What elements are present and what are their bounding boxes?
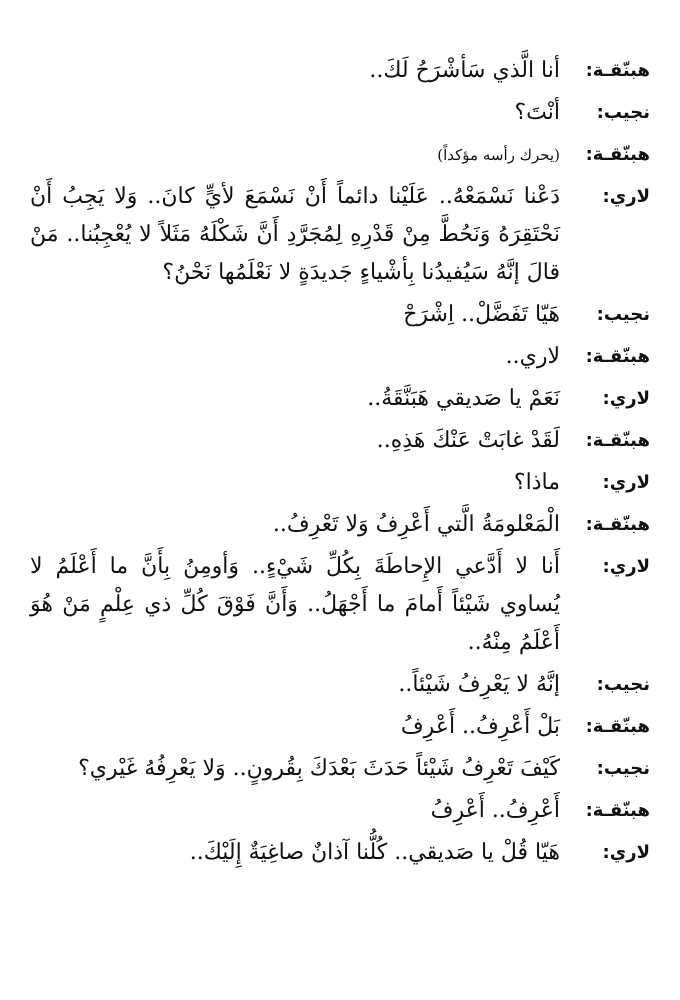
speaker-name: هبنّقـة: (585, 514, 650, 535)
dialogue-line (30, 52, 650, 90)
dialogue-line (30, 94, 650, 132)
speaker-name: هبنّقـة: (585, 144, 650, 165)
speaker-name: هبنّقـة: (585, 60, 650, 81)
dialogue-line (30, 178, 650, 292)
dialogue-line (30, 506, 650, 544)
dialogue-line (30, 380, 650, 418)
dialogue-text: أَنا لا أَدَّعي الإِحاطَةَ بِكُلِّ شَيْءٍ.. وَأومِنُ بِأَنَّ ما أَعْلَمُ لا يُساوي شَيْئاً أَمامَ ما أَجْهَلُ.. وَأَنَّ فَوْقَ كُلِّ ذي عِلْمٍ مَنْ هُوَ أَعْلَمُ مِنْهُ.. (30, 554, 560, 655)
dialogue-text: لاري.. (505, 344, 560, 369)
stage-direction: (يحرك رأسه مؤكداً) (437, 146, 560, 164)
dialogue-text: دَعْنا نَسْمَعْهُ.. عَلَيْنا دائماً أَنْ نَسْمَعَ لأيٍّ كانَ.. وَلا يَجِبُ أَنْ نَحْتَقِرَهُ وَنَحُطَّ مِنْ قَدْرِهِ لِمُجَرَّدِ أَنَّ شَكْلَهُ مَثَلاً لا يُعْجِبُنا.. مَنْ قالَ إنَّهُ سَيُفيدُنا بِأشْياءٍ جَديدَةٍ لا نَعْلَمُها نَحْنُ؟ (30, 184, 560, 285)
dialogue-line (30, 750, 650, 788)
dialogue-text: بَلْ أَعْرِفُ.. أَعْرِفُ (400, 714, 560, 739)
dialogue-text: إنَّهُ لا يَعْرِفُ شَيْئاً.. (398, 672, 560, 697)
speaker-name: هبنّقـة: (585, 430, 650, 451)
speaker-name: لاري: (602, 842, 650, 863)
dialogue-text: نَعَمْ يا صَديقي هَبَنَّقَةُ.. (367, 386, 560, 411)
dialogue-line (30, 464, 650, 502)
speaker-name: نجيب: (596, 674, 650, 695)
dialogue-text: الْمَعْلومَةُ الَّتي أَعْرِفُ وَلا تَعْرِفُ.. (272, 512, 560, 537)
dialogue-text: أنا الَّذي سَأشْرَحُ لَكَ.. (369, 58, 560, 83)
dialogue-line (30, 338, 650, 376)
dialogue-text: لَقَدْ غابَتْ عَنْكَ هَذِهِ.. (376, 428, 560, 453)
speaker-name: هبنّقـة: (585, 800, 650, 821)
speaker-name: نجيب: (596, 758, 650, 779)
speaker-name: نجيب: (596, 102, 650, 123)
dialogue-text: ماذا؟ (513, 470, 560, 495)
speaker-name: لاري: (602, 186, 650, 207)
dialogue-text: أنْتَ؟ (514, 100, 560, 125)
speaker-name: نجيب: (596, 304, 650, 325)
dialogue-text: أَعْرِفُ.. أَعْرِفُ (430, 798, 560, 823)
script-page (30, 52, 650, 876)
dialogue-text: هَيّا تَفَضَّلْ.. اِشْرَحْ (403, 302, 560, 327)
speaker-name: لاري: (602, 388, 650, 409)
dialogue-line (30, 834, 650, 872)
speaker-name: لاري: (602, 472, 650, 493)
dialogue-line (30, 136, 650, 174)
speaker-name: هبنّقـة: (585, 346, 650, 367)
dialogue-text: كَيْفَ تَعْرِفُ شَيْئاً حَدَثَ بَعْدَكَ بِقُرونٍ.. وَلا يَعْرِفُهُ غَيْري؟ (78, 756, 560, 781)
dialogue-line (30, 548, 650, 662)
dialogue-line (30, 666, 650, 704)
speaker-name: لاري: (602, 556, 650, 577)
dialogue-text: هَيّا قُلْ يا صَديقي.. كُلُّنا آذانٌ صاغِيَةٌ إِلَيْكَ.. (189, 840, 560, 865)
dialogue-line (30, 422, 650, 460)
speaker-name: هبنّقـة: (585, 716, 650, 737)
dialogue-line (30, 792, 650, 830)
dialogue-line (30, 296, 650, 334)
dialogue-line (30, 708, 650, 746)
